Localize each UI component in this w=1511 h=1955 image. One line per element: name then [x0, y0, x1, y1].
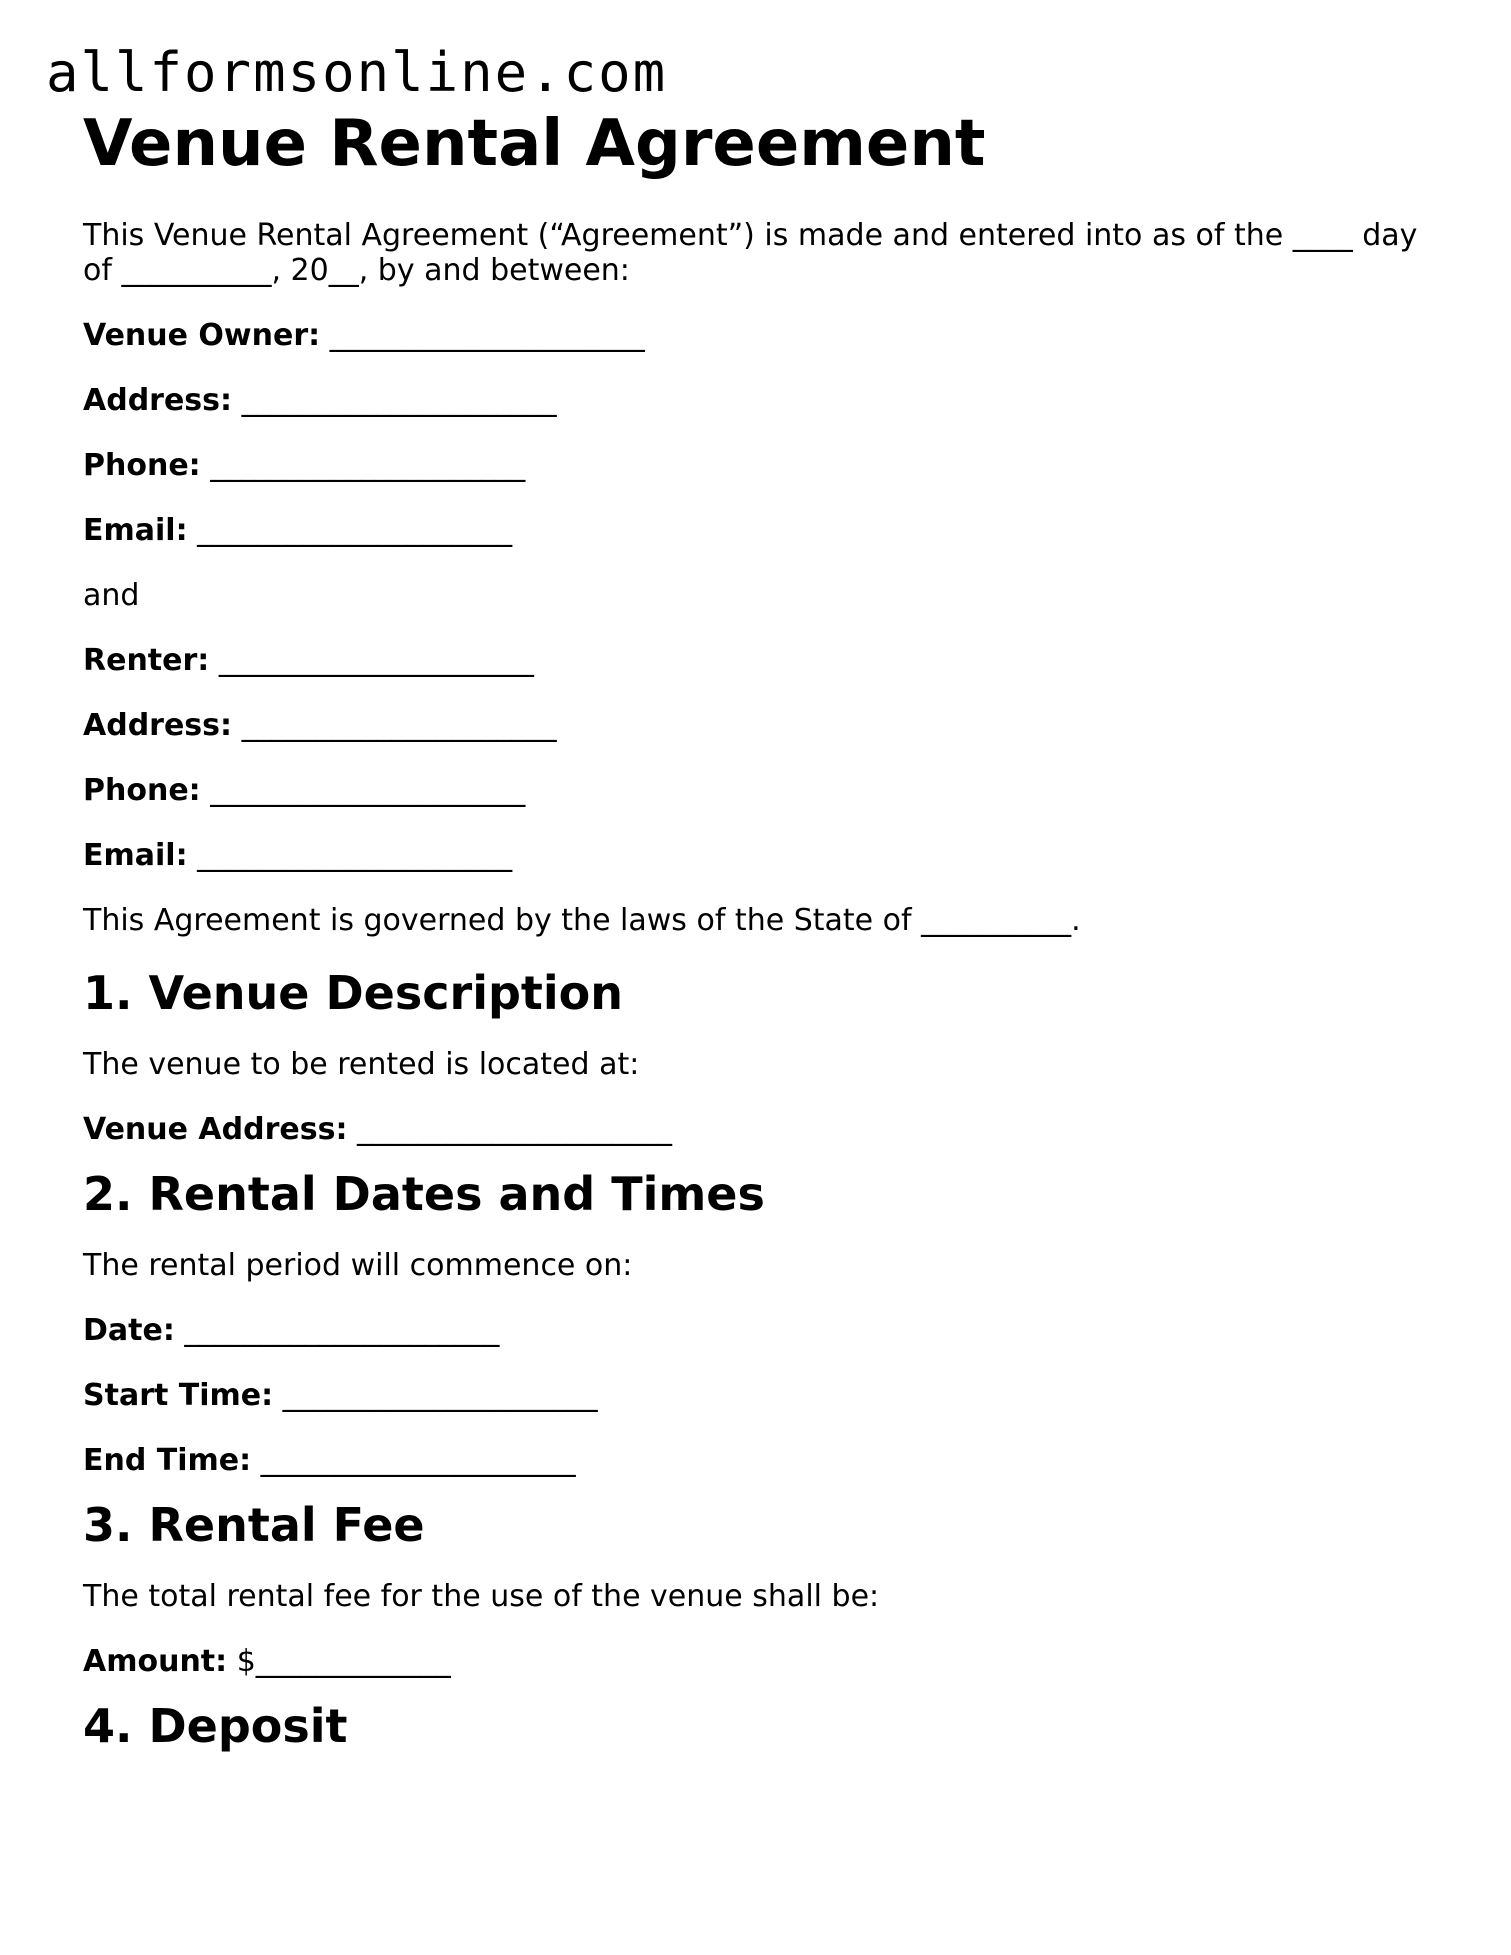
field-blank[interactable]: _____________________ — [241, 707, 557, 743]
field-label: Email: — [83, 512, 188, 548]
field-label: Date: — [83, 1312, 175, 1348]
field-label: End Time: — [83, 1442, 252, 1478]
field-blank[interactable]: _____________________ — [218, 642, 534, 678]
field-label: Phone: — [83, 772, 201, 808]
section-heading-rental-dates: 2. Rental Dates and Times — [83, 1166, 765, 1221]
field-blank[interactable]: _____________________ — [197, 512, 513, 548]
renter-email-field — [83, 838, 1423, 873]
section-text: The total rental fee for the use of the venue shall be: — [83, 1578, 880, 1614]
field-blank[interactable]: _____________________ — [329, 317, 645, 353]
field-label: Email: — [83, 837, 188, 873]
field-label: Address: — [83, 707, 233, 743]
section-text: The venue to be rented is located at: — [83, 1046, 640, 1082]
owner-address-field — [83, 383, 1423, 418]
field-blank[interactable]: $_____________ — [236, 1643, 451, 1679]
document-body — [83, 108, 1423, 1754]
field-blank[interactable]: _____________________ — [184, 1312, 500, 1348]
end-time-field — [83, 1443, 1423, 1478]
field-blank[interactable]: _____________________ — [197, 837, 513, 873]
section-heading-venue-description: 1. Venue Description — [83, 965, 624, 1020]
field-label: Renter: — [83, 642, 210, 678]
owner-name-field — [83, 318, 1423, 353]
intro-paragraph: This Venue Rental Agreement (“Agreement”) is made and entered into as of the ____ day of __________, 20__, by and between: — [83, 217, 1418, 288]
field-label: Venue Owner: — [83, 317, 321, 353]
page-title: Venue Rental Agreement — [83, 107, 986, 181]
amount-field — [83, 1644, 1423, 1679]
owner-phone-field — [83, 448, 1423, 483]
watermark: allformsonline.com — [46, 41, 668, 104]
field-blank[interactable]: _____________________ — [210, 447, 526, 483]
renter-address-field — [83, 708, 1423, 743]
venue-address-field — [83, 1112, 1423, 1147]
start-time-field — [83, 1378, 1423, 1413]
renter-phone-field — [83, 773, 1423, 808]
renter-name-field — [83, 643, 1423, 678]
field-blank[interactable]: _____________________ — [260, 1442, 576, 1478]
section-heading-deposit: 4. Deposit — [83, 1698, 348, 1753]
field-label: Start Time: — [83, 1377, 274, 1413]
field-blank[interactable]: _____________________ — [357, 1111, 672, 1147]
field-label: Phone: — [83, 447, 201, 483]
field-label: Venue Address: — [83, 1111, 348, 1147]
owner-email-field — [83, 513, 1423, 548]
date-field — [83, 1313, 1423, 1348]
and-text: and — [83, 577, 140, 613]
section-heading-rental-fee: 3. Rental Fee — [83, 1497, 425, 1552]
field-blank[interactable]: _____________________ — [282, 1377, 598, 1413]
field-label: Address: — [83, 382, 233, 418]
section-text: The rental period will commence on: — [83, 1247, 633, 1283]
field-label: Amount: — [83, 1643, 228, 1679]
governing-law-text: This Agreement is governed by the laws of the State of __________. — [83, 902, 1081, 938]
field-blank[interactable]: _____________________ — [210, 772, 526, 808]
field-blank[interactable]: _____________________ — [241, 382, 557, 418]
